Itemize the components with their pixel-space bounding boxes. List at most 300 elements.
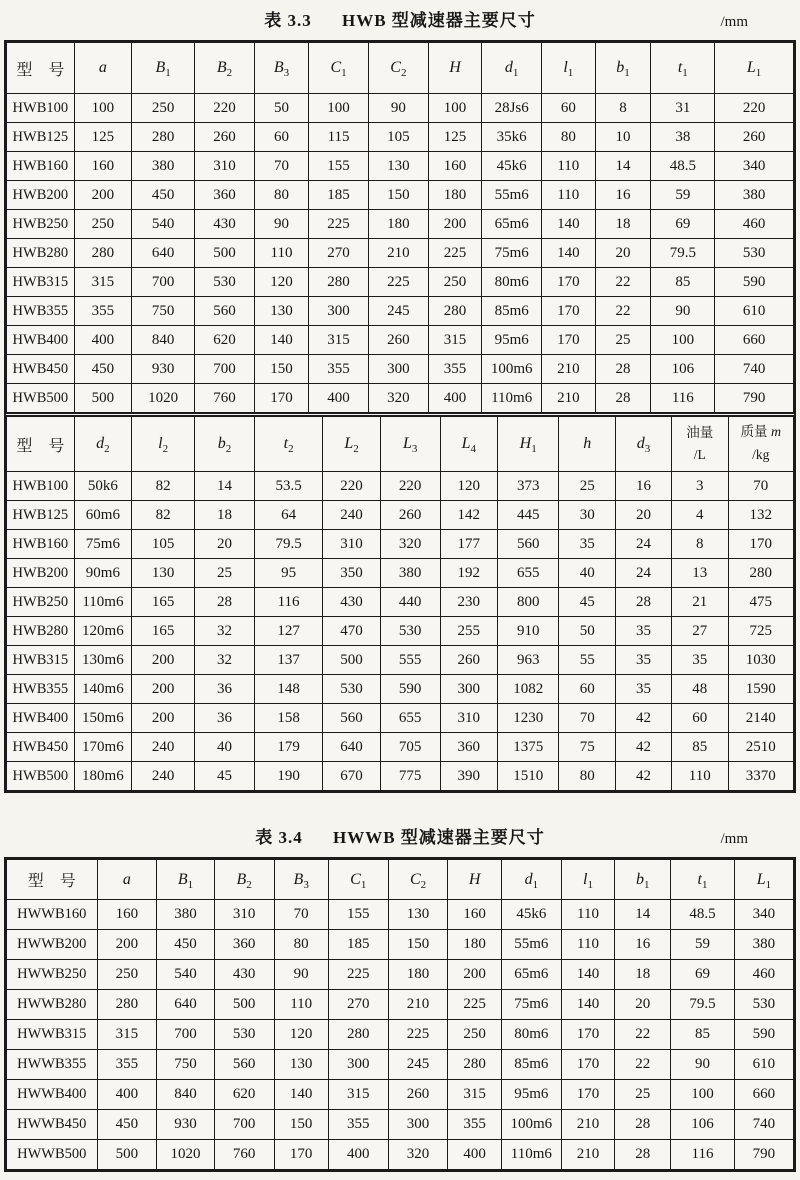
value-cell: 260 <box>715 123 794 152</box>
table-row <box>7 472 794 501</box>
value-cell: 540 <box>132 210 195 239</box>
table-33 <box>4 40 796 793</box>
table-34-title: HWWB 型减速器主要尺寸 <box>332 828 545 847</box>
value-cell: 120m6 <box>74 617 131 646</box>
value-cell: 48.5 <box>671 900 735 930</box>
model-cell: HWWB450 <box>7 1110 98 1140</box>
table-row <box>7 94 794 123</box>
value-cell: 640 <box>132 239 195 268</box>
value-cell: 75 <box>559 733 616 762</box>
value-cell: 225 <box>388 1020 448 1050</box>
value-cell: 280 <box>328 1020 388 1050</box>
value-cell: 180m6 <box>74 762 131 791</box>
value-cell: 59 <box>651 181 715 210</box>
value-cell: 42 <box>616 733 672 762</box>
value-cell: 130 <box>132 559 195 588</box>
table-row <box>7 617 794 646</box>
value-cell: 355 <box>448 1110 502 1140</box>
value-cell: 110 <box>542 152 596 181</box>
value-cell: 4 <box>671 501 728 530</box>
value-cell: 55m6 <box>482 181 542 210</box>
value-cell: 127 <box>254 617 322 646</box>
model-cell: HWB450 <box>7 733 75 762</box>
value-cell: 150 <box>254 355 308 384</box>
value-cell: 110 <box>254 239 308 268</box>
value-cell: 90 <box>274 960 328 990</box>
value-cell: 75m6 <box>74 530 131 559</box>
value-cell: 170 <box>274 1140 328 1170</box>
value-cell: 355 <box>328 1110 388 1140</box>
value-cell: 530 <box>195 268 255 297</box>
value-cell: 225 <box>448 990 502 1020</box>
value-cell: 48.5 <box>651 152 715 181</box>
table-row <box>7 239 794 268</box>
model-cell: HWB355 <box>7 675 75 704</box>
column-header: $B_2$ <box>214 860 274 900</box>
column-header: H <box>428 43 482 94</box>
value-cell: 400 <box>428 384 482 413</box>
value-cell: 75m6 <box>482 239 542 268</box>
value-cell: 80 <box>559 762 616 791</box>
value-cell: 3370 <box>728 762 793 791</box>
table-row <box>7 530 794 559</box>
value-cell: 300 <box>440 675 497 704</box>
model-cell: HWB125 <box>7 123 75 152</box>
value-cell: 280 <box>309 268 369 297</box>
table-row <box>7 646 794 675</box>
table-row <box>7 762 794 791</box>
value-cell: 280 <box>428 297 482 326</box>
value-cell: 1082 <box>498 675 559 704</box>
value-cell: 460 <box>715 210 794 239</box>
value-cell: 80 <box>274 930 328 960</box>
model-cell: HWWB500 <box>7 1140 98 1170</box>
value-cell: 640 <box>157 990 214 1020</box>
value-cell: 125 <box>428 123 482 152</box>
value-cell: 35 <box>616 646 672 675</box>
value-cell: 355 <box>428 355 482 384</box>
column-header-line: /L <box>693 447 706 462</box>
table-row <box>7 990 794 1020</box>
value-cell: 500 <box>195 239 255 268</box>
value-cell: 560 <box>323 704 380 733</box>
value-cell: 610 <box>715 297 794 326</box>
value-cell: 300 <box>309 297 369 326</box>
column-header: $l_1$ <box>561 860 615 900</box>
value-cell: 170 <box>561 1020 615 1050</box>
value-cell: 240 <box>132 762 195 791</box>
value-cell: 142 <box>440 501 497 530</box>
value-cell: 250 <box>132 94 195 123</box>
value-cell: 158 <box>254 704 322 733</box>
value-cell: 400 <box>97 1080 157 1110</box>
value-cell: 1020 <box>132 384 195 413</box>
value-cell: 177 <box>440 530 497 559</box>
value-cell: 930 <box>157 1110 214 1140</box>
value-cell: 725 <box>728 617 793 646</box>
value-cell: 140 <box>542 239 596 268</box>
model-cell: HWWB400 <box>7 1080 98 1110</box>
value-cell: 160 <box>74 152 131 181</box>
value-cell: 70 <box>559 704 616 733</box>
value-cell: 310 <box>195 152 255 181</box>
value-cell: 355 <box>97 1050 157 1080</box>
value-cell: 100 <box>428 94 482 123</box>
value-cell: 475 <box>728 588 793 617</box>
value-cell: 18 <box>615 960 671 990</box>
table-row <box>7 1080 794 1110</box>
value-cell: 105 <box>132 530 195 559</box>
value-cell: 40 <box>559 559 616 588</box>
value-cell: 85m6 <box>482 297 542 326</box>
table-row <box>7 930 794 960</box>
header-row <box>7 860 794 900</box>
model-cell: HWB200 <box>7 181 75 210</box>
value-cell: 38 <box>651 123 715 152</box>
value-cell: 24 <box>616 530 672 559</box>
table-row <box>7 900 794 930</box>
value-cell: 110 <box>671 762 728 791</box>
value-cell: 225 <box>368 268 428 297</box>
value-cell: 35 <box>616 675 672 704</box>
value-cell: 210 <box>561 1140 615 1170</box>
value-cell: 105 <box>368 123 428 152</box>
table-33-caption-center <box>30 9 770 33</box>
value-cell: 315 <box>74 268 131 297</box>
value-cell: 840 <box>157 1080 214 1110</box>
value-cell: 28 <box>595 384 651 413</box>
value-cell: 310 <box>214 900 274 930</box>
value-cell: 170 <box>561 1080 615 1110</box>
value-cell: 125 <box>74 123 131 152</box>
value-cell: 530 <box>734 990 793 1020</box>
value-cell: 20 <box>195 530 255 559</box>
value-cell: 260 <box>388 1080 448 1110</box>
table-row <box>7 704 794 733</box>
value-cell: 260 <box>440 646 497 675</box>
value-cell: 60 <box>671 704 728 733</box>
value-cell: 150m6 <box>74 704 131 733</box>
value-cell: 440 <box>380 588 440 617</box>
value-cell: 170 <box>561 1050 615 1080</box>
value-cell: 280 <box>448 1050 502 1080</box>
value-cell: 85 <box>671 733 728 762</box>
value-cell: 210 <box>368 239 428 268</box>
value-cell: 79.5 <box>254 530 322 559</box>
value-cell: 60m6 <box>74 501 131 530</box>
value-cell: 740 <box>734 1110 793 1140</box>
value-cell: 1030 <box>728 646 793 675</box>
model-cell: HWWB315 <box>7 1020 98 1050</box>
value-cell: 45 <box>195 762 255 791</box>
value-cell: 32 <box>195 617 255 646</box>
value-cell: 50 <box>559 617 616 646</box>
model-cell: HWB500 <box>7 384 75 413</box>
column-header: 型 号 <box>7 860 98 900</box>
value-cell: 225 <box>309 210 369 239</box>
column-header: $C_1$ <box>309 43 369 94</box>
column-header-line: 油量 <box>686 424 714 440</box>
value-cell: 200 <box>74 181 131 210</box>
value-cell: 115 <box>309 123 369 152</box>
value-cell: 170 <box>542 326 596 355</box>
value-cell: 140 <box>254 326 308 355</box>
table-row <box>7 675 794 704</box>
value-cell: 70 <box>254 152 308 181</box>
column-header: h <box>559 417 616 472</box>
column-header: $t_2$ <box>254 417 322 472</box>
value-cell: 24 <box>616 559 672 588</box>
value-cell: 82 <box>132 472 195 501</box>
value-cell: 1020 <box>157 1140 214 1170</box>
table-row <box>7 559 794 588</box>
table-33-lower-section <box>6 417 794 791</box>
value-cell: 130 <box>388 900 448 930</box>
value-cell: 35 <box>616 617 672 646</box>
value-cell: 620 <box>195 326 255 355</box>
value-cell: 245 <box>388 1050 448 1080</box>
value-cell: 430 <box>195 210 255 239</box>
value-cell: 110 <box>561 930 615 960</box>
value-cell: 340 <box>715 152 794 181</box>
value-cell: 220 <box>323 472 380 501</box>
value-cell: 250 <box>97 960 157 990</box>
value-cell: 255 <box>440 617 497 646</box>
value-cell: 95 <box>254 559 322 588</box>
value-cell: 60 <box>254 123 308 152</box>
value-cell: 60 <box>542 94 596 123</box>
value-cell: 116 <box>254 588 322 617</box>
column-header: $L_4$ <box>440 417 497 472</box>
value-cell: 230 <box>440 588 497 617</box>
value-cell: 140 <box>561 990 615 1020</box>
column-header: $l_2$ <box>132 417 195 472</box>
value-cell: 210 <box>561 1110 615 1140</box>
value-cell: 180 <box>448 930 502 960</box>
value-cell: 355 <box>74 297 131 326</box>
value-cell: 69 <box>671 960 735 990</box>
value-cell: 16 <box>595 181 651 210</box>
value-cell: 300 <box>328 1050 388 1080</box>
value-cell: 60 <box>559 675 616 704</box>
value-cell: 75m6 <box>501 990 561 1020</box>
value-cell: 560 <box>195 297 255 326</box>
value-cell: 31 <box>651 94 715 123</box>
model-cell: HWB125 <box>7 501 75 530</box>
value-cell: 18 <box>595 210 651 239</box>
value-cell: 963 <box>498 646 559 675</box>
column-header: $C_2$ <box>368 43 428 94</box>
value-cell: 120 <box>254 268 308 297</box>
table-34-caption-center <box>30 826 770 850</box>
model-cell: HWB400 <box>7 326 75 355</box>
table-row <box>7 1050 794 1080</box>
value-cell: 170 <box>542 297 596 326</box>
column-header: $d_3$ <box>616 417 672 472</box>
value-cell: 64 <box>254 501 322 530</box>
column-header: H <box>448 860 502 900</box>
value-cell: 32 <box>195 646 255 675</box>
value-cell: 110 <box>561 900 615 930</box>
value-cell: 200 <box>97 930 157 960</box>
value-cell: 360 <box>440 733 497 762</box>
column-header: $H_1$ <box>498 417 559 472</box>
value-cell: 14 <box>595 152 651 181</box>
value-cell: 590 <box>715 268 794 297</box>
value-cell: 1590 <box>728 675 793 704</box>
value-cell: 80m6 <box>482 268 542 297</box>
value-cell: 790 <box>715 384 794 413</box>
value-cell: 170 <box>728 530 793 559</box>
value-cell: 660 <box>715 326 794 355</box>
value-cell: 450 <box>97 1110 157 1140</box>
value-cell: 400 <box>309 384 369 413</box>
value-cell: 100m6 <box>482 355 542 384</box>
value-cell: 760 <box>195 384 255 413</box>
table-33-upper-section <box>6 42 794 412</box>
value-cell: 360 <box>214 930 274 960</box>
value-cell: 500 <box>97 1140 157 1170</box>
value-cell: 150 <box>388 930 448 960</box>
model-cell: HWWB280 <box>7 990 98 1020</box>
value-cell: 315 <box>309 326 369 355</box>
value-cell: 65m6 <box>482 210 542 239</box>
value-cell: 120 <box>440 472 497 501</box>
table-34-table <box>6 859 794 1170</box>
value-cell: 380 <box>157 900 214 930</box>
value-cell: 40 <box>195 733 255 762</box>
value-cell: 48 <box>671 675 728 704</box>
value-cell: 20 <box>615 990 671 1020</box>
value-cell: 85 <box>671 1020 735 1050</box>
value-cell: 210 <box>542 355 596 384</box>
value-cell: 250 <box>448 1020 502 1050</box>
value-cell: 170m6 <box>74 733 131 762</box>
value-cell: 130m6 <box>74 646 131 675</box>
value-cell: 180 <box>428 181 482 210</box>
header-row <box>7 43 794 94</box>
table-row <box>7 1020 794 1050</box>
value-cell: 640 <box>323 733 380 762</box>
value-cell: 620 <box>214 1080 274 1110</box>
value-cell: 380 <box>132 152 195 181</box>
value-cell: 22 <box>615 1020 671 1050</box>
value-cell: 100 <box>671 1080 735 1110</box>
value-cell: 320 <box>380 530 440 559</box>
table-row <box>7 501 794 530</box>
value-cell: 530 <box>214 1020 274 1050</box>
value-cell: 36 <box>195 675 255 704</box>
model-cell: HWWB200 <box>7 930 98 960</box>
value-cell: 350 <box>323 559 380 588</box>
value-cell: 8 <box>595 94 651 123</box>
value-cell: 185 <box>328 930 388 960</box>
value-cell: 2140 <box>728 704 793 733</box>
value-cell: 90 <box>254 210 308 239</box>
value-cell: 28 <box>616 588 672 617</box>
value-cell: 137 <box>254 646 322 675</box>
value-cell: 106 <box>651 355 715 384</box>
value-cell: 110 <box>274 990 328 1020</box>
table-33-section-divider <box>6 412 794 791</box>
model-cell: HWB100 <box>7 94 75 123</box>
value-cell: 28 <box>595 355 651 384</box>
value-cell: 155 <box>309 152 369 181</box>
value-cell: 670 <box>323 762 380 791</box>
table-row <box>7 355 794 384</box>
model-cell: HWB450 <box>7 355 75 384</box>
value-cell: 65m6 <box>501 960 561 990</box>
value-cell: 35 <box>559 530 616 559</box>
value-cell: 110m6 <box>501 1140 561 1170</box>
column-header: $L_1$ <box>734 860 793 900</box>
table-row <box>7 1140 794 1170</box>
value-cell: 775 <box>380 762 440 791</box>
value-cell: 95m6 <box>482 326 542 355</box>
model-cell: HWB200 <box>7 559 75 588</box>
value-cell: 700 <box>132 268 195 297</box>
value-cell: 380 <box>734 930 793 960</box>
value-cell: 100 <box>74 94 131 123</box>
model-cell: HWB160 <box>7 530 75 559</box>
table-row <box>7 297 794 326</box>
value-cell: 80 <box>254 181 308 210</box>
value-cell: 840 <box>132 326 195 355</box>
table-row <box>7 326 794 355</box>
value-cell: 460 <box>734 960 793 990</box>
value-cell: 150 <box>368 181 428 210</box>
value-cell: 90 <box>368 94 428 123</box>
value-cell: 655 <box>380 704 440 733</box>
value-cell: 130 <box>254 297 308 326</box>
value-cell: 27 <box>671 617 728 646</box>
value-cell: 165 <box>132 588 195 617</box>
value-cell: 560 <box>498 530 559 559</box>
table-34-label: 表 3.4 <box>255 828 303 847</box>
value-cell: 90m6 <box>74 559 131 588</box>
value-cell: 14 <box>615 900 671 930</box>
model-cell: HWB250 <box>7 588 75 617</box>
value-cell: 42 <box>616 762 672 791</box>
value-cell: 750 <box>132 297 195 326</box>
value-cell: 45k6 <box>482 152 542 181</box>
value-cell: 270 <box>328 990 388 1020</box>
model-cell: HWB280 <box>7 617 75 646</box>
value-cell: 555 <box>380 646 440 675</box>
model-cell: HWB500 <box>7 762 75 791</box>
table-33-caption <box>30 9 770 33</box>
model-cell: HWB400 <box>7 704 75 733</box>
column-header: $b_2$ <box>195 417 255 472</box>
value-cell: 500 <box>214 990 274 1020</box>
value-cell: 8 <box>671 530 728 559</box>
value-cell: 110m6 <box>482 384 542 413</box>
value-cell: 340 <box>734 900 793 930</box>
value-cell: 445 <box>498 501 559 530</box>
value-cell: 90 <box>671 1050 735 1080</box>
value-cell: 53.5 <box>254 472 322 501</box>
column-header: $t_1$ <box>651 43 715 94</box>
value-cell: 210 <box>542 384 596 413</box>
value-cell: 192 <box>440 559 497 588</box>
value-cell: 35k6 <box>482 123 542 152</box>
value-cell: 140 <box>542 210 596 239</box>
column-header <box>728 417 793 472</box>
value-cell: 910 <box>498 617 559 646</box>
value-cell: 170 <box>254 384 308 413</box>
column-header: 型 号 <box>7 417 75 472</box>
value-cell: 30 <box>559 501 616 530</box>
